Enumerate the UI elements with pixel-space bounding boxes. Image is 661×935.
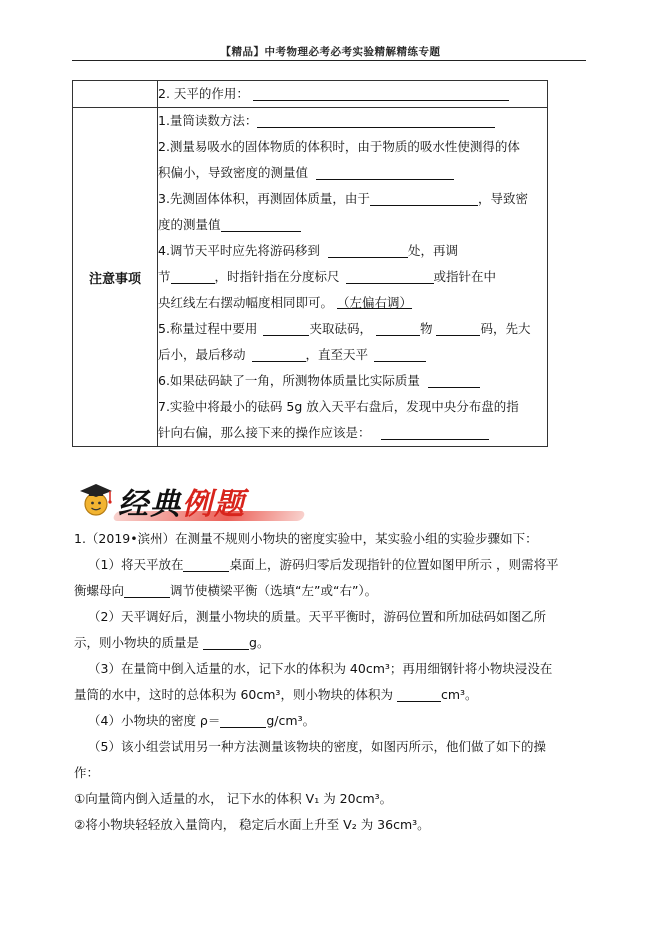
balance-purpose-text: 2. 天平的作用：: [158, 86, 249, 101]
step-2-line-1: （2）天平调好后，测量小物块的质量。天平平衡时，游码位置和所加砝码如图乙所: [88, 609, 546, 624]
notes-content: [158, 108, 548, 447]
answer-blank[interactable]: [253, 85, 509, 101]
answer-blank[interactable]: [397, 686, 441, 702]
answer-blank[interactable]: [183, 556, 229, 572]
note-3-text-a: 3.先测固体体积，再测固体质量，由于: [158, 191, 370, 206]
step-3-text-a: 量筒的水中，这时的总体积为 60cm³，则小物块的体积为: [74, 687, 393, 702]
step-5-line-2: 作：: [74, 765, 100, 780]
note-1: 1.量筒读数方法：: [158, 113, 258, 128]
note-5-text-a: 5.称量过程中要用: [158, 321, 258, 336]
page-header: 【精品】中考物理必考必考实验精解精练专题: [220, 46, 441, 58]
notes-label: 注意事项: [73, 108, 158, 447]
note-4-text-b: 处，再调: [407, 243, 458, 258]
note-2-line-1: 2.测量易吸水的固体物质的体积时，由于物质的吸水性使测得的体: [158, 139, 520, 154]
step-5-line-1: （5）该小组尝试用另一种方法测量该物块的密度，如图丙所示，他们做了如下的操: [88, 739, 546, 754]
note-4-hint: （左偏右调）: [337, 295, 413, 310]
note-4-text-e: 或指针在中: [433, 269, 497, 284]
banner-title: [118, 479, 246, 523]
answer-blank[interactable]: [220, 712, 266, 728]
answer-blank[interactable]: [124, 582, 170, 598]
answer-blank[interactable]: [221, 216, 301, 232]
note-4-text-a: 4.调节天平时应先将游码移到: [158, 243, 320, 258]
empty-label-cell: [73, 81, 158, 108]
note-2-line-2: 积偏小，导致密度的测量值: [158, 165, 309, 180]
header-rule: [72, 60, 586, 61]
step-1-text-a: （1）将天平放在: [88, 557, 184, 572]
note-5-text-d: 码，先大: [480, 321, 531, 336]
answer-blank[interactable]: [381, 424, 489, 440]
answer-blank[interactable]: [316, 164, 454, 180]
note-5-text-b: 夹取砝码，: [309, 321, 372, 336]
banner-title-red: 例题: [182, 487, 246, 522]
note-7-line-1: 7.实验中将最小的砝码 5g 放入天平右盘后，发现中央分布盘的指: [158, 399, 519, 414]
answer-blank[interactable]: [370, 190, 478, 206]
note-3-line-2: 度的测量值: [158, 217, 221, 232]
answer-blank[interactable]: [374, 346, 426, 362]
graduate-cap-icon: [76, 479, 116, 519]
banner-title-black: 经典: [118, 487, 182, 522]
question-intro: 1.（2019•滨州）在测量不规则小物块的密度实验中，某实验小组的实验步骤如下：: [74, 531, 538, 546]
answer-blank[interactable]: [436, 320, 480, 336]
note-7-line-2: 针向右偏，那么接下来的操作应该是：: [158, 425, 371, 440]
step-6: ①向量筒内倒入适量的水， 记下水的体积 V₁ 为 20cm³。: [74, 791, 393, 806]
example-question: [74, 526, 574, 838]
step-3-line-1: （3）在量筒中倒入适量的水，记下水的体积为 40cm³；再用细钢针将小物块浸没在: [88, 661, 553, 676]
answer-blank[interactable]: [376, 320, 420, 336]
note-4-text-d: ，时指针指在分度标尺: [214, 269, 340, 284]
note-6: 6.如果砝码缺了一角，所测物体质量比实际质量: [158, 373, 420, 388]
step-2-text-b: g。: [249, 635, 270, 650]
note-5-text-e: 后小，最后移动: [158, 347, 246, 362]
step-4-text-a: （4）小物块的密度 ρ＝: [88, 713, 221, 728]
answer-blank[interactable]: [346, 268, 434, 284]
answer-blank[interactable]: [252, 346, 306, 362]
step-1-text-c: 衡螺母向: [74, 583, 125, 598]
answer-blank[interactable]: [257, 112, 495, 128]
answer-blank[interactable]: [328, 242, 408, 258]
step-2-text-a: 示，则小物块的质量是: [74, 635, 200, 650]
note-5-text-f: ，直至天平: [305, 347, 369, 362]
step-4-text-b: g/cm³。: [266, 713, 316, 728]
notes-table: [72, 80, 548, 447]
balance-purpose-cell: [158, 81, 548, 108]
step-1-text-d: 调节使横梁平衡（选填“左”或“右”）。: [170, 583, 378, 598]
note-4-text-c: 节: [158, 269, 171, 284]
note-5-text-c: 物: [419, 321, 433, 336]
answer-blank[interactable]: [171, 268, 215, 284]
step-3-text-b: cm³。: [440, 687, 478, 702]
answer-blank[interactable]: [203, 634, 249, 650]
note-3-text-b: ，导致密: [477, 191, 528, 206]
answer-blank[interactable]: [263, 320, 309, 336]
step-1-text-b: 桌面上，游码归零后发现指针的位置如图甲所示 ，则需将平: [229, 557, 559, 572]
classic-example-banner: [76, 477, 276, 522]
answer-blank[interactable]: [428, 372, 480, 388]
note-4-text-f: 央红线左右摆动幅度相同即可。: [158, 295, 334, 310]
step-7: ②将小物块轻轻放入量筒内， 稳定后水面上升至 V₂ 为 36cm³。: [74, 817, 430, 832]
